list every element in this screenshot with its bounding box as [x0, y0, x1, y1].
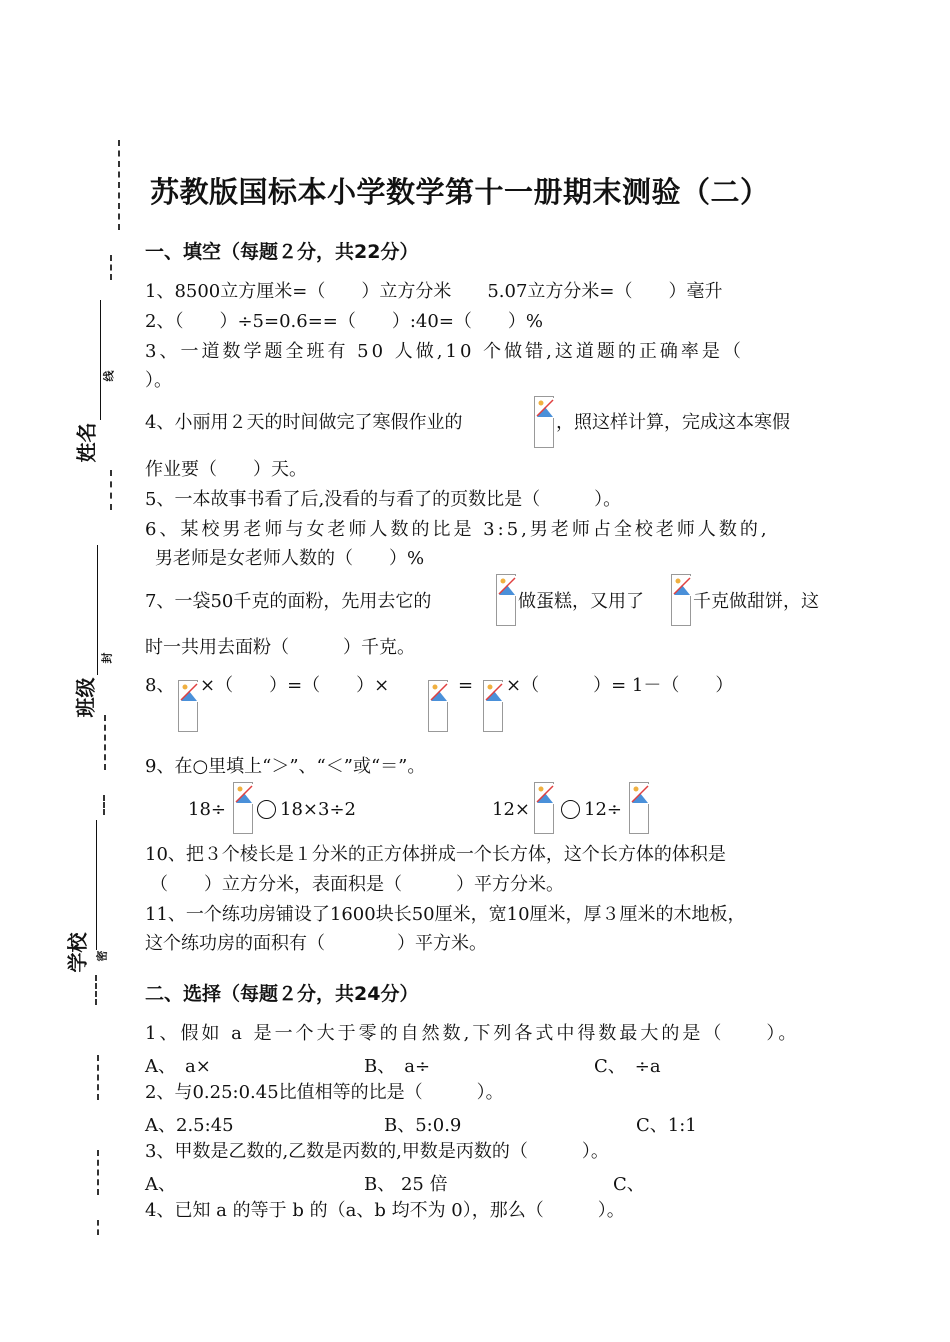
question-8-label: 8、	[145, 675, 175, 696]
question-7-part2: 做蛋糕，又用了	[518, 591, 644, 612]
choice-question-1: 1、假如 a 是一个大于零的自然数,下列各式中得数最大的是（ ）。	[145, 1023, 800, 1044]
question-7-part1: 7、一袋50千克的面粉，先用去它的	[145, 591, 432, 612]
choice-question-3: 3、甲数是乙数的,乙数是丙数的,甲数是丙数的（ ）。	[145, 1141, 609, 1162]
question-9: 9、在○里填上“＞”、“＜”或“＝”。	[145, 756, 426, 777]
page-title: 苏教版国标本小学数学第十一册期末测验（二）	[150, 175, 770, 209]
choice-3-option-c[interactable]: C、	[613, 1174, 645, 1195]
binding-mark-dense: 密	[95, 950, 109, 962]
question-11-line1: 11、一个练功房铺设了1600块长50厘米，宽10厘米，厚３厘米的木地板，	[145, 904, 746, 925]
compare-circle[interactable]	[257, 800, 276, 819]
question-7-part3: 千克做甜饼，这	[693, 591, 819, 612]
question-10-line2: （ ）立方分米，表面积是（ ）平方分米。	[150, 874, 564, 895]
question-10-line1: 10、把３个棱长是１分米的正方体拼成一个长方体，这个长方体的体积是	[145, 844, 726, 865]
binding-dash	[110, 470, 112, 510]
section-heading-choice: 二、选择（每题２分，共24分）	[145, 983, 419, 1005]
question-9-left-a: 18÷	[188, 799, 226, 820]
fraction-image	[178, 680, 198, 732]
binding-mark-seal: 封	[100, 652, 114, 664]
choice-2-option-a[interactable]: A、2.5:45	[145, 1115, 234, 1136]
class-label: 班级	[73, 677, 98, 718]
binding-dash	[97, 1055, 99, 1100]
question-4-part2: ，照这样计算，完成这本寒假	[556, 412, 790, 433]
question-6-line2: 男老师是女老师人数的（ ）%	[155, 548, 425, 569]
question-9-right-b: 12÷	[584, 799, 622, 820]
choice-2-option-b[interactable]: B、5:0.9	[384, 1115, 462, 1136]
choice-question-4: 4、已知 a 的等于 b 的（a、b 均不为 0），那么（ ）。	[145, 1200, 625, 1221]
fraction-image	[534, 396, 554, 448]
question-3-line2: ）。	[145, 370, 172, 391]
fraction-image	[534, 782, 554, 834]
question-7-line2: 时一共用去面粉（ ）千克。	[145, 637, 415, 658]
choice-1-option-c[interactable]: C、 ÷a	[594, 1056, 661, 1077]
binding-dash	[97, 1220, 99, 1235]
binding-dash	[104, 715, 106, 770]
fraction-image	[629, 782, 649, 834]
fraction-image	[428, 680, 448, 732]
fraction-image	[496, 574, 516, 626]
question-1: 1、8500立方厘米=（ ）立方分米 5.07立方分米=（ ）毫升	[145, 281, 723, 302]
question-9-left-b: 18×3÷2	[280, 799, 356, 820]
question-8-equals: =	[458, 675, 474, 696]
question-6-line1: 6、某校男老师与女老师人数的比是 3:5,男老师占全校老师人数的,	[145, 519, 770, 540]
question-4-part1: 4、小丽用２天的时间做完了寒假作业的	[145, 412, 463, 433]
fraction-image	[233, 782, 253, 834]
binding-dash	[95, 975, 97, 1005]
name-label: 姓名	[74, 422, 99, 463]
fraction-image	[671, 574, 691, 626]
fraction-image	[483, 680, 503, 732]
name-underline	[100, 300, 101, 420]
choice-1-option-b[interactable]: B、 a÷	[364, 1056, 431, 1077]
school-label: 学校	[65, 932, 90, 973]
compare-circle[interactable]	[561, 800, 580, 819]
question-2: 2、（ ）÷5=0.6==（ ）:40=（ ）%	[145, 311, 544, 332]
binding-dash	[118, 140, 120, 230]
section-heading-fill-blank: 一、填空（每题２分，共22分）	[145, 241, 419, 263]
question-8-part2: ×（ ）= 1－（ ）	[506, 675, 734, 696]
question-8-part1: ×（ ）=（ ）×	[200, 675, 390, 696]
binding-mark-line: 线	[102, 370, 116, 382]
question-3-line1: 3、一道数学题全班有 50 人做,10 个做错,这道题的正确率是（	[145, 341, 744, 362]
question-5: 5、一本故事书看了后,没看的与看了的页数比是（ ）。	[145, 489, 622, 510]
binding-dash	[103, 795, 105, 815]
choice-2-option-c[interactable]: C、1:1	[636, 1115, 697, 1136]
question-11-line2: 这个练功房的面积有（ ）平方米。	[145, 933, 487, 954]
choice-3-option-b[interactable]: B、 25 倍	[364, 1174, 448, 1195]
binding-dash	[110, 255, 112, 280]
choice-question-2: 2、与0.25:0.45比值相等的比是（ ）。	[145, 1082, 504, 1103]
binding-dash	[97, 1150, 99, 1195]
question-9-right-a: 12×	[492, 799, 530, 820]
choice-1-option-a[interactable]: A、 a×	[145, 1056, 211, 1077]
choice-3-option-a[interactable]: A、	[145, 1174, 176, 1195]
question-4-line2: 作业要（ ）天。	[145, 459, 307, 480]
school-underline	[96, 820, 97, 950]
